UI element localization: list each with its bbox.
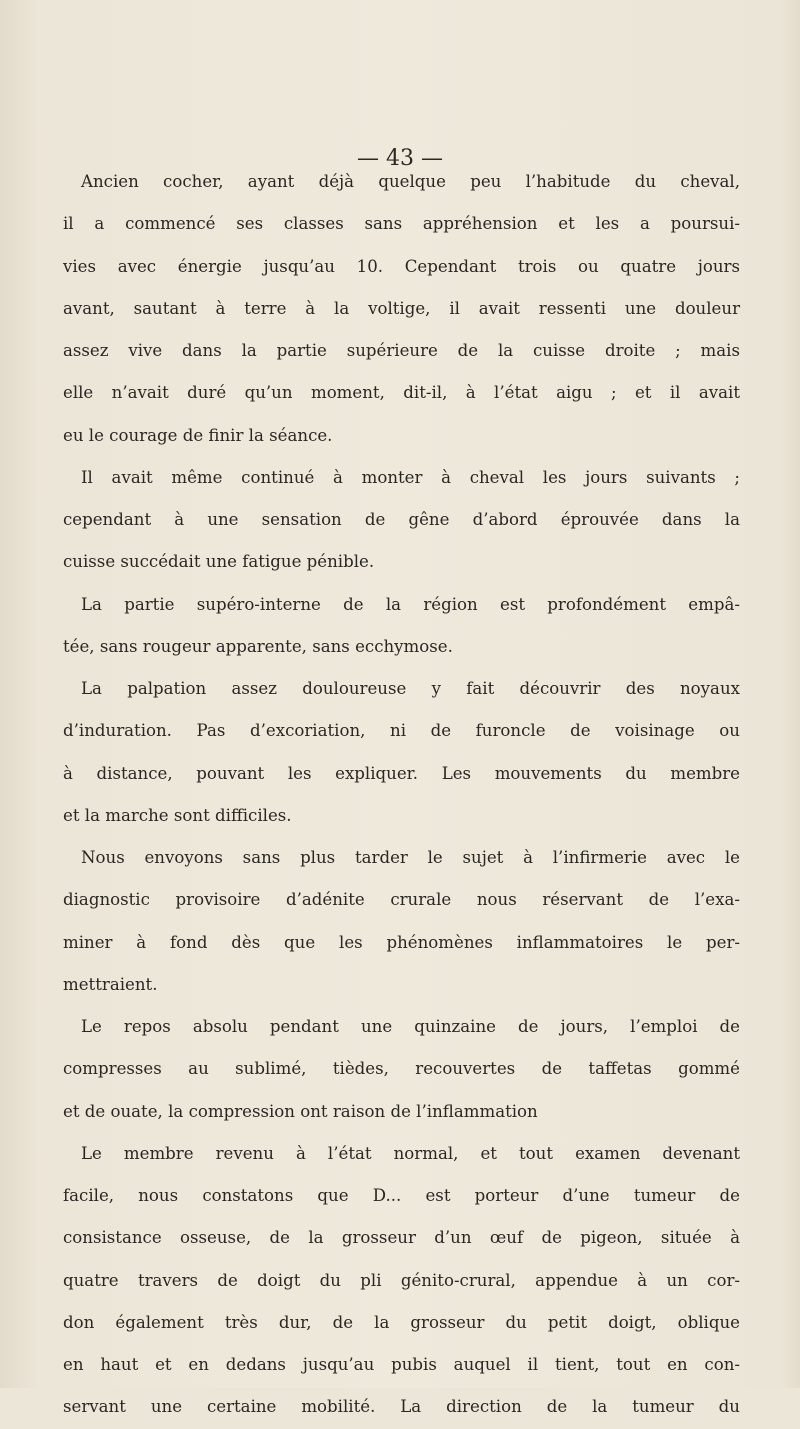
text-line: don également très dur, de la grosseur du petit doigt, oblique — [63, 1312, 740, 1332]
text-line: Le membre revenu à l’état normal, et tout examen devenant — [81, 1143, 740, 1163]
text-line: elle n’avait duré qu’un moment, dit-il, à l’état aigu ; et il avait — [63, 383, 740, 403]
text-line: et la marche sont difficiles. — [63, 805, 292, 825]
text-line: compresses au sublimé, tièdes, recouvertes de taffetas gommé — [63, 1059, 740, 1079]
text-line: mettraient. — [63, 974, 158, 994]
text-line: d’induration. Pas d’excoriation, ni de furoncle de voisinage ou — [63, 721, 740, 741]
text-line: Ancien cocher, ayant déjà quelque peu l’habitude du cheval, — [81, 172, 740, 191]
text-line: il a commencé ses classes sans appréhension et les a poursui- — [63, 214, 740, 234]
text-line: facile, nous constatons que D... est porteur d’une tumeur de — [63, 1186, 740, 1205]
text-line: diagnostic provisoire d’adénite crurale nous réservant de l’exa- — [63, 890, 740, 910]
text-line: miner à fond dès que les phénomènes inflammatoires le per- — [63, 932, 740, 952]
text-line: vies avec énergie jusqu’au 10. Cependant trois ou quatre jours — [63, 256, 740, 276]
text-line: avant, sautant à terre à la voltige, il avait ressenti une douleur — [63, 298, 740, 318]
text-line: Le repos absolu pendant une quinzaine de jours, l’emploi de — [81, 1017, 740, 1036]
text-line: eu le courage de finir la séance. — [63, 425, 333, 445]
text-line: cependant à une sensation de gêne d’abord éprouvée dans la — [63, 510, 740, 529]
text-line: servant une certaine mobilité. La direction de la tumeur du — [63, 1397, 740, 1417]
text-line: et de ouate, la compression ont raison de l’inflammation — [63, 1101, 538, 1121]
text-line: à distance, pouvant les expliquer. Les mouvements du membre — [63, 763, 740, 783]
text-line: Il avait même continué à monter à cheval les jours suivants ; — [81, 467, 740, 487]
text-line: en haut et en dedans jusqu’au pubis auquel il tient, tout en con- — [63, 1355, 740, 1374]
text-line: Nous envoyons sans plus tarder le sujet à l’infirmerie avec le — [81, 848, 740, 867]
text-line: cuisse succédait une fatigue pénible. — [63, 552, 375, 572]
text-line: La palpation assez douloureuse y fait découvrir des noyaux — [81, 679, 740, 698]
text-line: tée, sans rougeur apparente, sans ecchymose. — [63, 636, 453, 656]
body-text — [63, 161, 740, 1429]
page-number: — 43 — — [357, 146, 443, 171]
text-line: consistance osseuse, de la grosseur d’un œuf de pigeon, située à — [63, 1228, 740, 1248]
text-line: quatre travers de doigt du pli génito-crural, appendue à un cor- — [63, 1270, 740, 1290]
text-line: La partie supéro-interne de la région est profondément empâ- — [81, 594, 740, 614]
text-line: assez vive dans la partie supérieure de la cuisse droite ; mais — [63, 341, 740, 360]
